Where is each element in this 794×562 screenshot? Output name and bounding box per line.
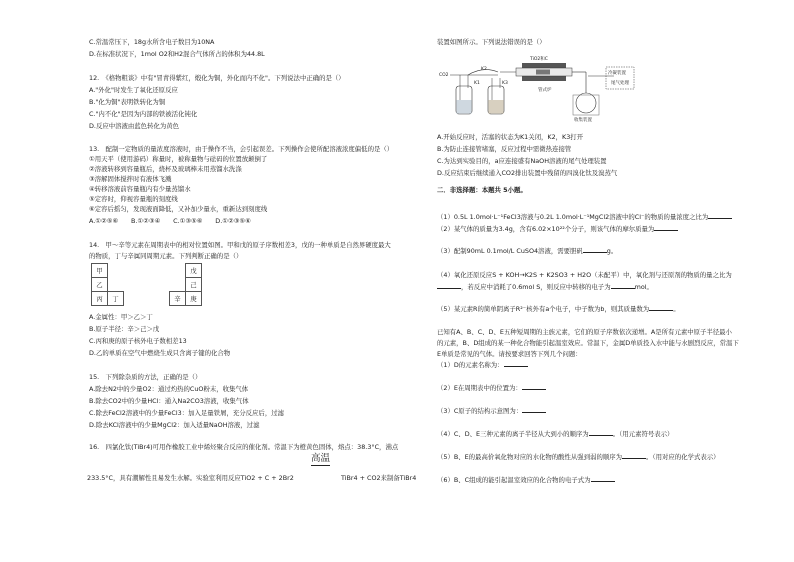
answer-blank[interactable] xyxy=(654,225,678,231)
cell-ji: 己 xyxy=(186,278,202,292)
q17-line4b: ，若反应中消耗了0.6mol S，则反应中转移的电子为 mol。 xyxy=(437,283,653,291)
section-heading: 二．非选择题：本题共 5小题。 xyxy=(437,186,527,194)
q11-option-d: D.在标准状况下，1mol O2和H2混合气体所占的体积为44.8L xyxy=(89,50,265,58)
apparatus-intro: 装置如图所示。下列说法错误的是（） xyxy=(437,38,546,46)
q13-item: ①用天平（使用游码）称量时，被称量物与砝码的位置放颠倒了 xyxy=(89,155,268,163)
q18-item2: （2）E在周期表中的位置为： xyxy=(437,384,546,392)
q15-option-c: C.除去FeCl2溶液中的少量FeCl3：加入足量铁屑，充分反应后，过滤 xyxy=(89,409,284,417)
q13-item: ⑤定容时，仰视容量瓶的刻度线 xyxy=(89,195,178,203)
q16-option-b: B.为防止连接管堵塞，反应过程中需微热连接管 xyxy=(437,145,572,153)
q15-option-d: D.除去KCl溶液中的少量MgCl2：加入适量NaOH溶液，过滤 xyxy=(89,421,260,429)
q16-option-d: D.反应结束后继续通入CO2排出装置中残留的四溴化钛及溴蒸气 xyxy=(437,169,618,177)
q13-item: ②溶液转移到容量瓶后，烧杯及玻璃棒未用蒸馏水洗涤 xyxy=(89,165,242,173)
q15-option-a: A.除去N2中的少量O2：通过灼热的CuO粉末，收集气体 xyxy=(89,385,249,393)
cell-yi: 乙 xyxy=(92,278,108,292)
answer-blank[interactable] xyxy=(522,407,546,413)
q13-options: A.①②⑤⑥ B.①②③④ C.①③⑤⑥ D.①②③⑤⑥ xyxy=(89,217,251,225)
q12-option-a: A."外化"时发生了氧化还原反应 xyxy=(89,86,178,94)
q17-line3: （3）配制90mL 0.1mol/L CuSO4溶液，需要胆矾 g。 xyxy=(437,247,618,255)
cell-ding: 丁 xyxy=(108,292,124,306)
label-k2: K2 xyxy=(481,67,487,72)
answer-blank[interactable] xyxy=(591,476,615,482)
q17-line4a: （4）氧化还原反应S + KOH→K2S + K2SO3 + H2O（未配平）中，氧化剂与还原剂的物质的量之比为 xyxy=(437,271,732,279)
answer-blank[interactable] xyxy=(583,247,607,253)
label-collect: 收集装置 xyxy=(574,118,592,123)
q18-item4: （4）C、D、E三种元素的离子半径从大到小的顺序为 。（用元素符号表示） xyxy=(437,430,674,438)
q17-line2: （2）某气体的质量为3.4g，含有6.02×10²²个分子，则该气体的摩尔质量为 xyxy=(437,225,678,233)
q11-option-c: C.常温常压下，18g水所含电子数目为10NA xyxy=(89,38,215,46)
answer-blank[interactable] xyxy=(522,384,546,390)
q18-para-line1: 已知有A、B、C、D、E五种短周期的主族元素，它们的原子序数依次递增。A是所有元素中原子半径最小 xyxy=(437,328,732,336)
tibr4-apparatus-diagram xyxy=(438,48,638,128)
periodic-table-fragment xyxy=(91,263,202,306)
q16-stem-line2a: 233.5°C，具有潮解性且易发生水解。实验室利用反应TiO2 + C + 2Br2 xyxy=(87,474,294,482)
q18-item5: （5）B、E的最高价氧化物对应的水化物的酸性从强到弱的顺序为 。（用对应的化学式表示） xyxy=(437,453,720,461)
q12-option-d: D.反应中溶液由蓝色转化为黄色 xyxy=(89,122,180,130)
label-co2: CO2 xyxy=(439,73,449,78)
q16-option-c: C.为达到实验目的，a应连接盛有NaOH溶液的尾气处理装置 xyxy=(437,157,607,165)
q13-item: ④转移溶液前容量瓶内有少量蒸馏水 xyxy=(89,185,191,193)
q14-option-c: C.丙和庚的原子核外电子数相差13 xyxy=(89,337,187,345)
cell-wu: 戊 xyxy=(186,264,202,278)
cell-geng: 庚 xyxy=(186,292,202,306)
q13-stem: 13. 配制一定物质的量浓度溶液时，由于操作不当，会引起误差。下列操作会使所配溶液浓度偏低的是（） xyxy=(89,145,394,153)
q15-option-b: B.除去CO2中的少量HCl：通入Na2CO3溶液，收集气体 xyxy=(89,397,249,405)
q15-stem: 15. 下列除杂质的方法，正确的是（） xyxy=(89,373,202,381)
cell-xin: 辛 xyxy=(170,292,186,306)
q12-stem: 12. 《格物粗谈》中有"冒青得紫红，煅化为铜，外化而内不化"。下列说法中正确的是（） xyxy=(89,74,345,82)
answer-blank[interactable] xyxy=(622,453,646,459)
label-furnace: 管式炉 xyxy=(538,88,552,93)
receiving-flask xyxy=(573,72,599,115)
q18-item3: （3）C原子的结构示意图为： xyxy=(437,407,546,415)
q14-option-d: D.乙的单质在空气中燃烧生成只含离子键的化合物 xyxy=(89,349,231,357)
cell-bing: 丙 xyxy=(92,292,108,306)
label-trap: 冷凝装置 xyxy=(608,71,626,76)
q16-stem-line2b: TiBr4 + CO2来制备TiBr4 xyxy=(341,474,417,482)
label-tail: 尾气处理 xyxy=(611,81,629,86)
q18-item6: （6）B、C组成的能引起温室效应的化合物的电子式为 xyxy=(437,476,615,484)
q14-stem-line2: 的物质，丁与辛属同周期元素。下列判断正确的是（） xyxy=(89,252,243,260)
label-k1: K1 xyxy=(474,81,480,86)
answer-blank[interactable] xyxy=(708,213,732,219)
answer-blank[interactable] xyxy=(504,361,528,367)
label-tio2-c: TiO2和C xyxy=(530,57,548,62)
q12-option-c: C."内不化"是因为内部的铁被活化钝化 xyxy=(89,110,198,118)
q14-option-a: A.金属性：甲＞乙＞丁 xyxy=(89,313,153,321)
wash-bottle-left xyxy=(456,75,472,114)
q18-para-line3: E单质是常见的气体。请按要求回答下列几个问题： xyxy=(437,350,582,358)
q17-line1: （1）0.5L 1.0mol·L⁻¹FeCl3溶液与0.2L 1.0mol·L⁻¹MgCl2溶液中的Cl⁻的物质的量浓度之比为 xyxy=(437,213,732,221)
answer-blank[interactable] xyxy=(437,283,461,289)
cell-jia: 甲 xyxy=(92,264,108,278)
q14-stem-line1: 14. 甲～辛等元素在周期表中的相对位置如图。甲和戊的原子序数相差3，戊的一种单质是自然界硬度最大 xyxy=(89,241,391,249)
answer-blank[interactable] xyxy=(611,283,635,289)
tube-furnace xyxy=(516,63,572,81)
q18-para-line2: 的元素，B、D组成的某一种化合物能引起温室效应。常温下，金属D单质投入水中能与水剧烈反应，常温下 xyxy=(437,339,739,347)
answer-blank[interactable] xyxy=(589,430,613,436)
q17-line5: （5）某元素R的简单阴离子R²⁻核外有a个电子，中子数为b，则其质量数为 。 xyxy=(437,305,680,313)
answer-blank[interactable] xyxy=(649,305,673,311)
label-k3: K3 xyxy=(502,81,508,86)
q12-option-b: B."化为铜"表明铁转化为铜 xyxy=(89,98,166,106)
q13-item: ③溶解固体搅拌时有液体飞溅 xyxy=(89,175,172,183)
q14-option-b: B.原子半径：辛＞己＞戊 xyxy=(89,325,160,333)
q13-item: ⑥定容后摇匀，发现液面降低，又补加少量水，重新达到刻度线 xyxy=(89,205,268,213)
q16-option-a: A.开始反应时，活塞的状态为K1关闭，K2，K3打开 xyxy=(437,133,584,141)
reaction-condition-high-temp: 高温 xyxy=(311,453,331,464)
q16-stem-line1: 16. 四氯化钛(TiBr4)可用作橡胶工业中烯烃聚合反应的催化剂。常温下为橙黄色固体，熔点：38.3°C，沸点 xyxy=(89,443,399,451)
q18-item1: （1）D的元素名称为： xyxy=(437,361,528,369)
